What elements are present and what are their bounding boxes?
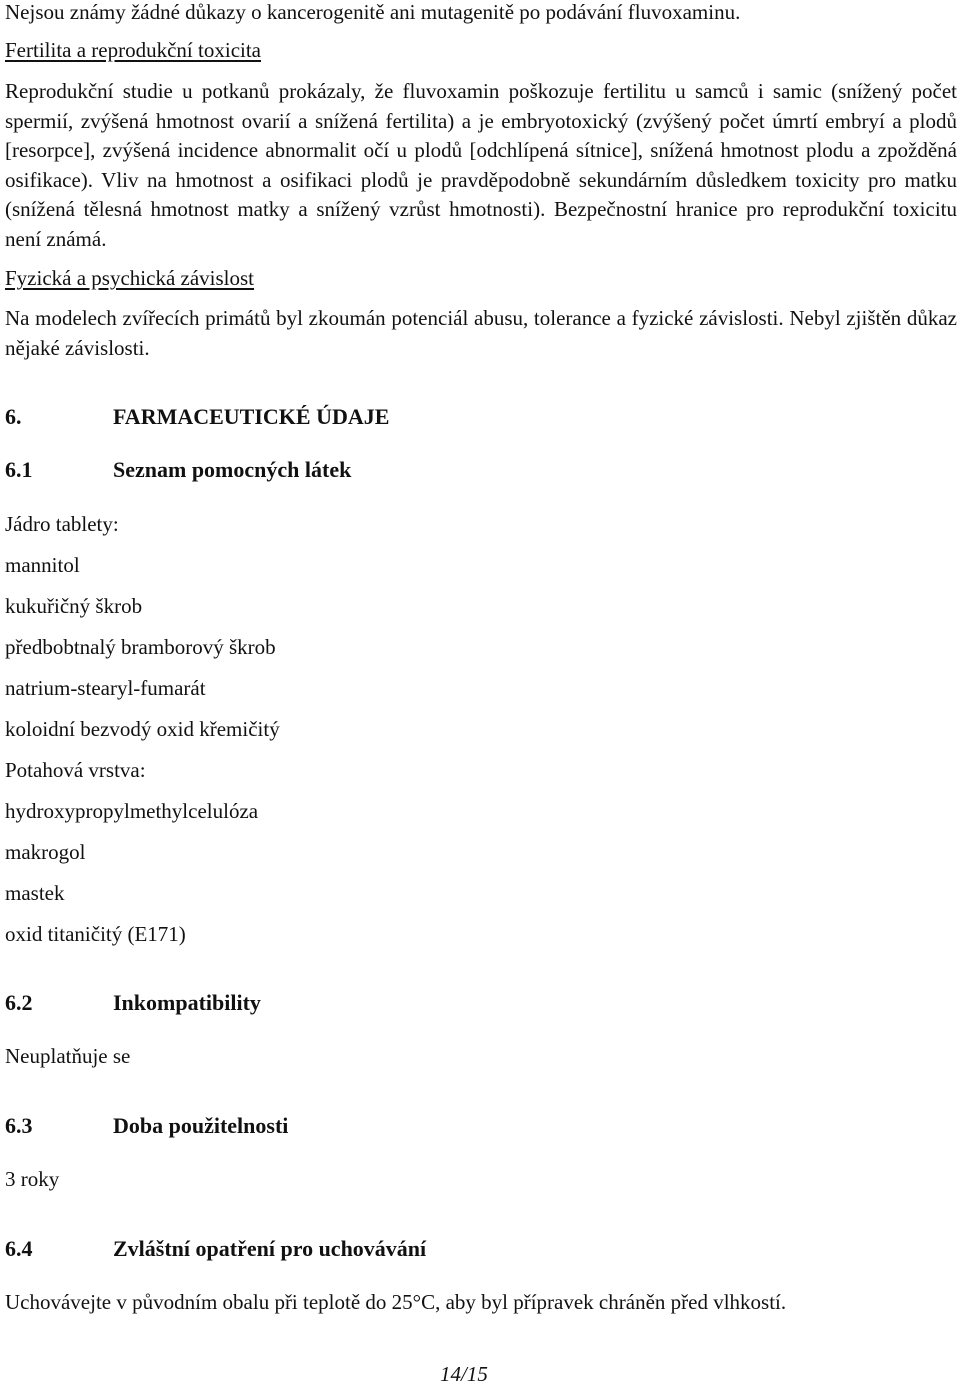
list-item: Potahová vrstva: [5,758,146,782]
section-6-number: 6. [5,404,22,429]
section-6-4-title: Zvláštní opatření pro uchovávání [113,1236,427,1261]
section-6-title: FARMACEUTICKÉ ÚDAJE [113,404,390,429]
list-item: hydroxypropylmethylcelulóza [5,799,259,823]
fertility-paragraph: Reprodukční studie u potkanů prokázaly, že fluvoxamin poškozuje fertilitu u samců i samic (snížený počet spermií, zvýšená hmotnost ovarií a snížená fertilita) a je embryotoxický (zvýšený počet úmrtí embryí a plodů [resorpce], zvýšená incidence abnormalit očí u plodů [odchlípená sítnice], snížená hmotnost plodu a zpožděná osifikace). Vliv na hmotnost a osifikaci plodů je pravděpodobně sekundárním důsledkem toxicity pro matku (snížená tělesná hmotnost matky a snížený vzrůst hmotnosti). Bezpečnostní hranice pro reprodukční toxicitu není známá. [5,79,957,251]
list-item: Jádro tablety: [5,512,119,536]
list-item: předbobtnalý bramborový škrob [5,635,276,659]
section-6-3-heading [5,1113,288,1139]
section-6-2-heading [5,990,261,1016]
section-6-2-text: Neuplatňuje se [5,1044,131,1068]
section-6-3-number: 6.3 [5,1113,33,1138]
page-number: 14/15 [440,1362,488,1386]
section-6-1-heading [5,457,351,483]
section-6-1-title: Seznam pomocných látek [113,457,352,482]
section-6-1-number: 6.1 [5,457,33,482]
list-item: natrium-stearyl-fumarát [5,676,206,700]
list-item: oxid titaničitý (E171) [5,922,186,946]
section-6-3-text: 3 roky [5,1167,60,1191]
section-6-4-heading [5,1236,426,1262]
section-6-3-title: Doba použitelnosti [113,1113,289,1138]
list-item: kukuřičný škrob [5,594,143,618]
fertility-heading: Fertilita a reprodukční toxicita [5,38,261,62]
list-item: makrogol [5,840,86,864]
section-6-heading [5,404,389,430]
section-6-2-title: Inkompatibility [113,990,261,1015]
list-item: koloidní bezvodý oxid křemičitý [5,717,280,741]
section-6-4-text: Uchovávejte v původním obalu při teplotě do 25°C, aby byl přípravek chráněn před vlhkostí. [5,1290,787,1314]
list-item: mannitol [5,553,80,577]
intro-paragraph: Nejsou známy žádné důkazy o kancerogenitě ani mutagenitě po podávání fluvoxaminu. [5,0,741,24]
dependence-paragraph: Na modelech zvířecích primátů byl zkoumán potenciál abusu, tolerance a fyzické závislosti. Nebyl zjištěn důkaz nějaké závislosti. [5,306,957,360]
section-6-4-number: 6.4 [5,1236,33,1261]
section-6-2-number: 6.2 [5,990,33,1015]
list-item: mastek [5,881,65,905]
dependence-heading: Fyzická a psychická závislost [5,266,255,290]
